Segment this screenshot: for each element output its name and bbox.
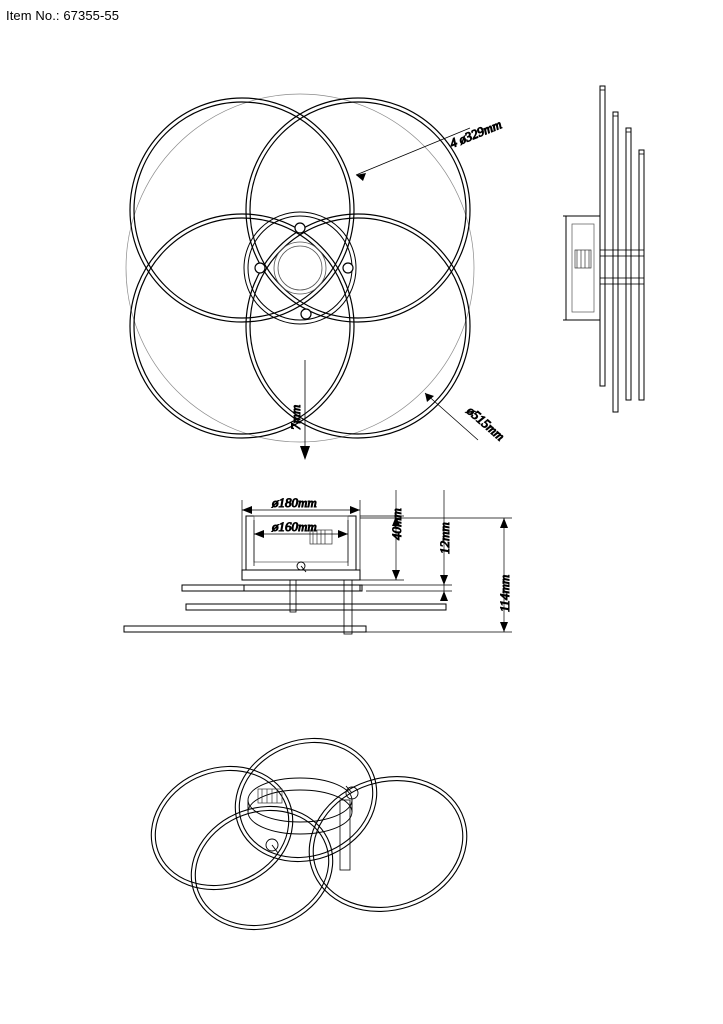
side-view-right [563, 86, 644, 412]
persp-ring-back-left [134, 747, 310, 909]
ring-bottom-right [246, 214, 470, 438]
item-number-label: Item No.: 67355-55 [6, 8, 120, 23]
front-ring-bars [124, 580, 446, 634]
dim-180 [242, 500, 360, 574]
ring-top-left [130, 98, 354, 322]
side-tube-ends [600, 90, 644, 154]
dim-label-40: 40mm [389, 508, 404, 540]
front-section-view [124, 490, 512, 634]
ring-top-right [246, 98, 470, 322]
canopy-base-plate [242, 562, 360, 580]
persp-ring-front-right [292, 757, 485, 932]
envelope-circle [126, 94, 474, 442]
dim-label-329: 4 ø329mm [447, 116, 504, 151]
dim-label-114: 114mm [497, 574, 512, 612]
dim-label-515: ø515mm [464, 402, 508, 444]
dim-label-7: 7mm [288, 404, 303, 430]
ring-bottom-left [130, 214, 354, 438]
dim-114 [360, 518, 512, 632]
dim-label-180: ø180mm [272, 495, 317, 510]
side-tubes [600, 86, 644, 412]
side-bracket [600, 250, 644, 284]
persp-ring-back-right [218, 719, 394, 881]
side-canopy [563, 216, 600, 320]
dim-label-12: 12mm [437, 522, 452, 554]
top-view [126, 94, 508, 460]
persp-canopy [248, 778, 358, 870]
dim-label-160: ø160mm [272, 519, 317, 534]
perspective-view [134, 719, 485, 949]
